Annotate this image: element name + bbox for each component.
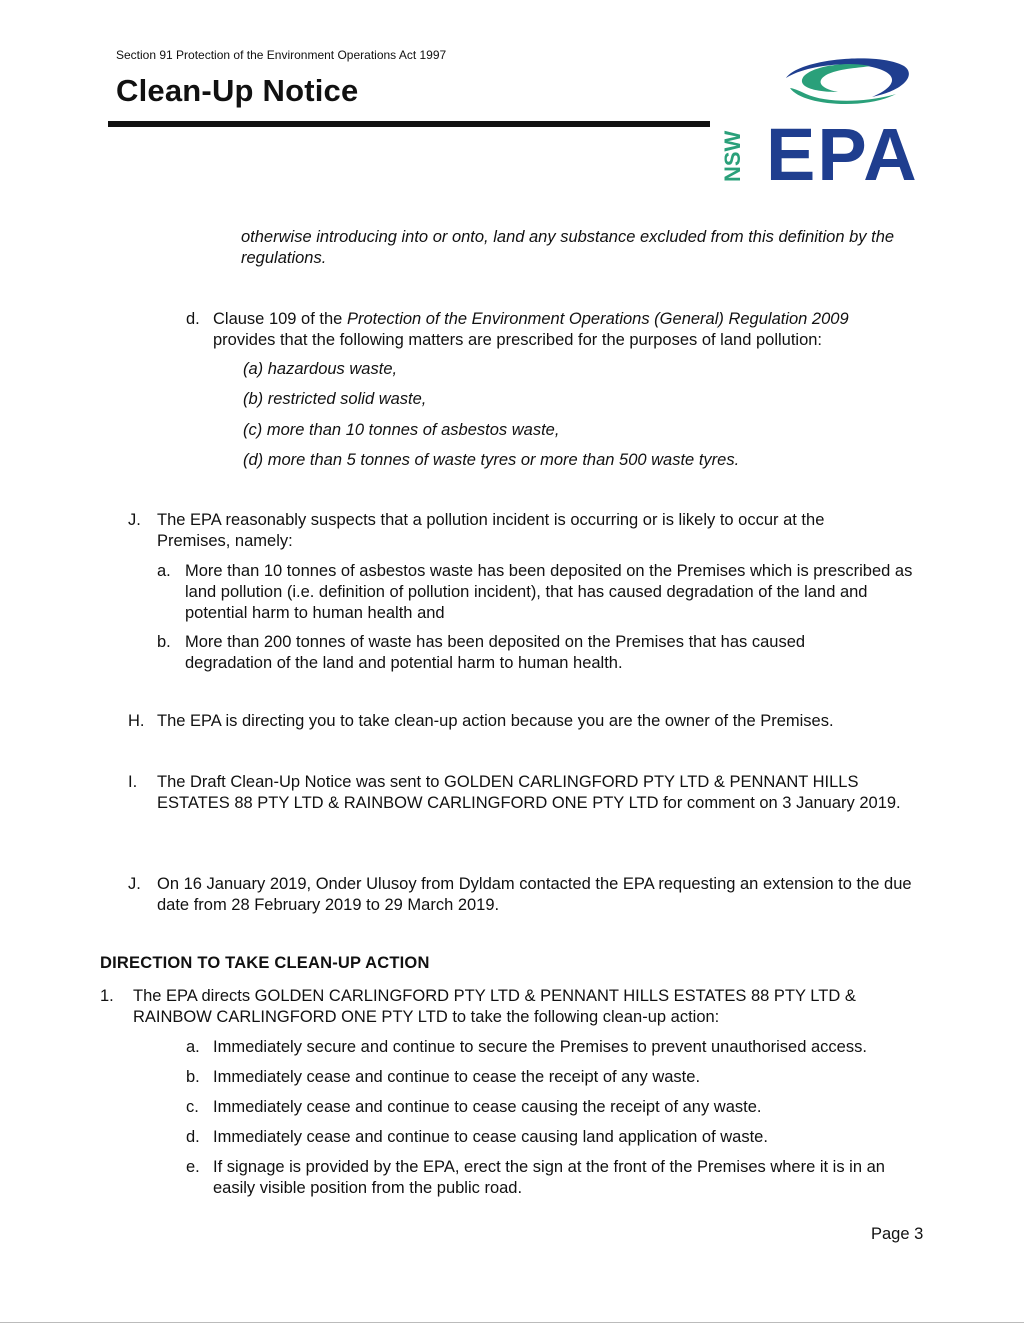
- sub-item-b: (b) restricted solid waste,: [243, 390, 427, 408]
- page-number: Page 3: [871, 1225, 924, 1243]
- direction-item-1-label: 1.: [100, 987, 114, 1005]
- epa-logo-text: EPA: [766, 113, 919, 185]
- nsw-epa-logo: [720, 50, 930, 185]
- item-j1-sub-b-text: More than 200 tonnes of waste has been deposited on the Premises that has caused degradation of the land and potential harm to human health.: [185, 633, 806, 672]
- direction-item-1-text: The EPA directs GOLDEN CARLINGFORD PTY LTD & PENNANT HILLS ESTATES 88 PTY LTD & RAINBOW CARLINGFORD ONE PTY LTD to take the following clean-up action:: [133, 987, 856, 1026]
- item-i-text: The Draft Clean-Up Notice was sent to GOLDEN CARLINGFORD PTY LTD & PENNANT HILLS ESTATES 88 PTY LTD & RAINBOW CARLINGFORD ONE PTY LTD for comment on 3 January 2019.: [157, 773, 901, 812]
- item-i-label: I.: [128, 773, 138, 791]
- page-title: Clean-Up Notice: [116, 73, 359, 108]
- act-reference: Section 91 Protection of the Environment Operations Act 1997: [116, 48, 447, 62]
- action-b-text: Immediately cease and continue to cease the receipt of any waste.: [213, 1068, 701, 1086]
- item-h-label: H.: [128, 712, 145, 730]
- nsw-logo-text: NSW: [720, 130, 745, 182]
- action-d-label: d.: [186, 1128, 200, 1146]
- continuation-text: otherwise introducing into or onto, land any substance excluded from this definition by the regulations.: [241, 228, 895, 267]
- action-a-label: a.: [186, 1038, 200, 1056]
- sub-item-a: (a) hazardous waste,: [243, 360, 398, 378]
- action-e-text: If signage is provided by the EPA, erect the sign at the front of the Premises where it is in an easily visible position from the public road.: [213, 1158, 885, 1197]
- page-bottom-edge: [0, 1322, 1024, 1323]
- item-d-text: [213, 309, 933, 351]
- action-e-label: e.: [186, 1158, 200, 1176]
- item-d-text-pre: Clause 109 of the: [213, 310, 347, 328]
- action-a-text: Immediately secure and continue to secure the Premises to prevent unauthorised access.: [213, 1038, 867, 1056]
- item-j2-label: J.: [128, 875, 141, 893]
- item-j1-label: J.: [128, 511, 141, 529]
- sub-item-d: (d) more than 5 tonnes of waste tyres or more than 500 waste tyres.: [243, 451, 740, 469]
- action-c-label: c.: [186, 1098, 199, 1116]
- item-d-label: d.: [186, 310, 200, 328]
- item-j1-sub-b-label: b.: [157, 633, 171, 651]
- action-d-text: Immediately cease and continue to cease causing land application of waste.: [213, 1128, 768, 1146]
- item-h-text: The EPA is directing you to take clean-up action because you are the owner of the Premises.: [157, 712, 834, 730]
- action-c-text: Immediately cease and continue to cease causing the receipt of any waste.: [213, 1098, 762, 1116]
- item-j2-text: On 16 January 2019, Onder Ulusoy from Dyldam contacted the EPA requesting an extension to the due date from 28 February 2019 to 29 March 2019.: [157, 875, 912, 914]
- item-j1-sub-a-label: a.: [157, 562, 171, 580]
- sub-item-c: (c) more than 10 tonnes of asbestos waste,: [243, 421, 560, 439]
- item-j1-sub-a-text: More than 10 tonnes of asbestos waste has been deposited on the Premises which is prescribed as land pollution (i.e. definition of pollution incident), that has caused degradation of the land and potential harm to human health and: [185, 562, 913, 622]
- swoosh-icon: [786, 58, 909, 104]
- item-j1-text: The EPA reasonably suspects that a pollution incident is occurring or is likely to occur at the Premises, namely:: [157, 511, 825, 550]
- action-b-label: b.: [186, 1068, 200, 1086]
- direction-heading: DIRECTION TO TAKE CLEAN-UP ACTION: [100, 954, 430, 972]
- header-divider: [108, 121, 710, 127]
- regulation-title: Protection of the Environment Operations (General) Regulation 2009: [346, 310, 849, 328]
- item-d-text-line2: provides that the following matters are prescribed for the purposes of land pollution:: [213, 331, 823, 349]
